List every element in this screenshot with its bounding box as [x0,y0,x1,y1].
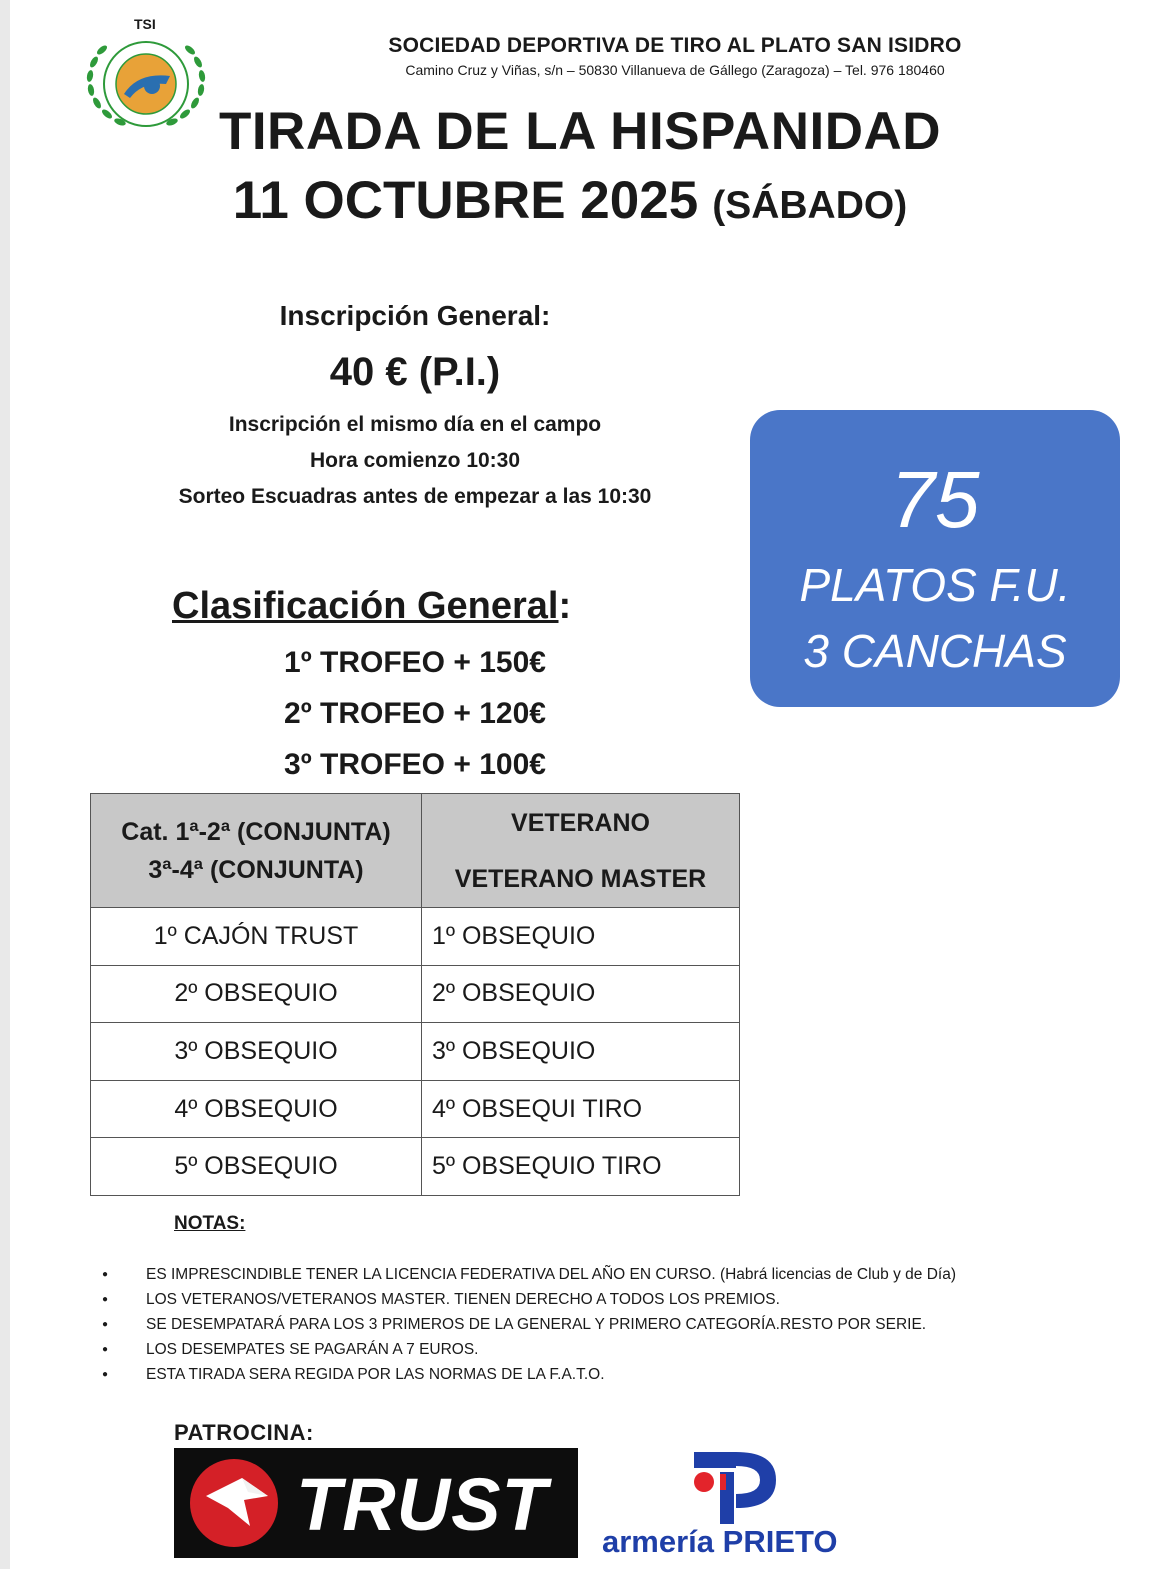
plates-type: PLATOS F.U. [799,559,1071,611]
inscription-label: Inscripción General: [279,300,551,331]
table-cell: 5º OBSEQUIO TIRO [422,1138,740,1196]
table-header-veterans: VETERANO VETERANO MASTER [422,794,740,908]
plates-fields: 3 CANCHAS [803,625,1067,677]
event-date: 11 OCTUBRE 2025 [232,171,699,230]
table-cell: 4º OBSEQUIO [91,1080,422,1138]
org-address: Camino Cruz y Viñas, s/n – 50830 Villanueva de Gállego (Zaragoza) – Tel. 976 180460 [405,62,945,78]
table-cell: 2º OBSEQUIO [422,965,740,1023]
table-cell: 1º OBSEQUIO [422,908,740,966]
table-row [91,965,740,1023]
prize-line: 3º TROFEO + 100€ [284,748,546,781]
eagle-icon [184,1456,284,1550]
note-item: ● LOS VETERANOS/VETERANOS MASTER. TIENEN DERECHO A TODOS LOS PREMIOS. [100,1287,1100,1312]
inscription-line: Hora comienzo 10:30 [309,449,521,472]
inscription-line: Sorteo Escuadras antes de empezar a las 10:30 [178,485,652,508]
plates-info-box [750,410,1120,707]
prieto-emblem-icon [690,1452,786,1524]
table-cell: 4º OBSEQUI TIRO [422,1080,740,1138]
trust-wordmark: TRUST [296,1463,548,1546]
table-cell: 3º OBSEQUIO [422,1023,740,1081]
classification-title: Clasificación General: [172,585,572,627]
org-name: SOCIEDAD DEPORTIVA DE TIRO AL PLATO SAN ISIDRO [388,34,962,57]
table-cell: 3º OBSEQUIO [91,1023,422,1081]
logo-monogram: TSI [134,16,156,32]
table-row [91,1080,740,1138]
table-row [91,1023,740,1081]
note-item: ● ESTA TIRADA SERA REGIDA POR LAS NORMAS DE LA F.A.T.O. [100,1362,1100,1387]
table-row [91,908,740,966]
table-cell: 1º CAJÓN TRUST [91,908,422,966]
note-item: ● ES IMPRESCINDIBLE TENER LA LICENCIA FEDERATIVA DEL AÑO EN CURSO. (Habrá licencias de Club y de Día) [100,1262,1100,1287]
prize-line: 1º TROFEO + 150€ [284,646,546,679]
note-item: ● SE DESEMPATARÁ PARA LOS 3 PRIMEROS DE LA GENERAL Y PRIMERO CATEGORÍA.RESTO POR SERIE. [100,1312,1100,1337]
table-header-row [91,794,740,908]
notes-list [100,1262,1100,1387]
table-cell: 2º OBSEQUIO [91,965,422,1023]
page-edge-shadow [0,0,10,1569]
event-day: (SÁBADO) [712,184,908,227]
event-title: TIRADA DE LA HISPANIDAD [218,102,942,161]
table-header-categories: Cat. 1ª-2ª (CONJUNTA) 3ª-4ª (CONJUNTA) [91,794,422,908]
sponsor-label: PATROCINA: [174,1420,314,1445]
category-prize-table [90,793,740,1196]
table-cell: 5º OBSEQUIO [91,1138,422,1196]
prieto-wordmark: armería PRIETO [602,1524,838,1559]
trust-logo [174,1448,578,1558]
inscription-line: Inscripción el mismo día en el campo [228,413,602,436]
note-item: ● LOS DESEMPATES SE PAGARÁN A 7 EUROS. [100,1337,1100,1362]
plates-count: 75 [890,455,980,544]
prieto-logo [590,1448,880,1562]
table-row [91,1138,740,1196]
inscription-price: 40 € (P.I.) [329,350,501,394]
notes-title: NOTAS: [174,1213,246,1234]
event-date-line [150,170,990,231]
prize-line: 2º TROFEO + 120€ [284,697,546,730]
